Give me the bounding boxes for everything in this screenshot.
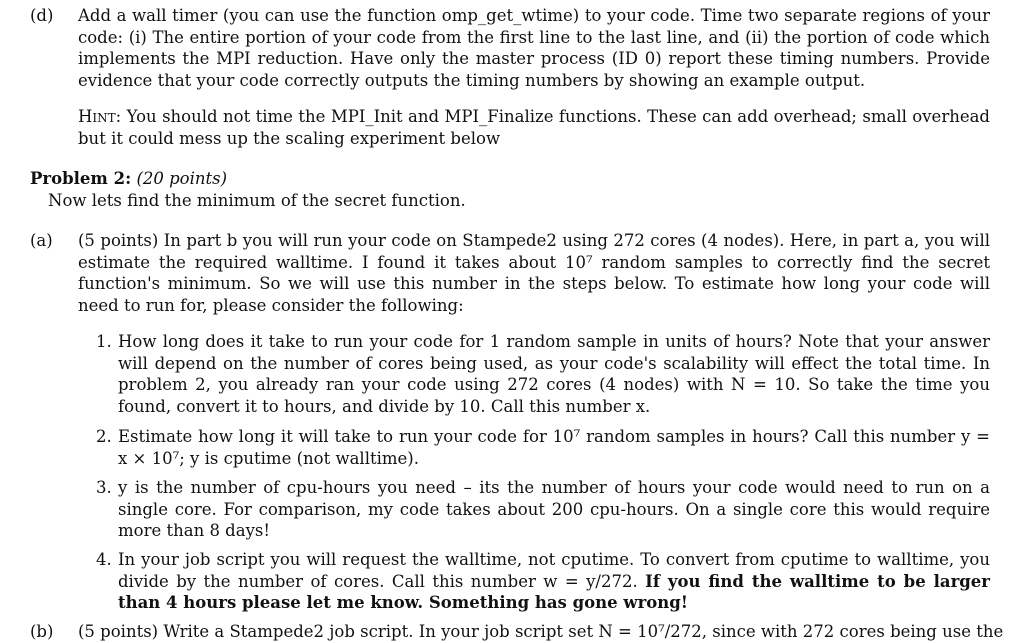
- part-b-text: (5 points) Write a Stampede2 job script. In your job script set N = 10⁷/272, since with 272 cores being use the: [78, 622, 1004, 641]
- part-d-text: Add a wall timer (you can use the function omp_get_wtime) to your code. Time two separate regions of your code: (i) The entire portion of your code from the first line to the last line, and (ii) the portion of code which implements the MPI reduction. Have only the master process (ID 0) report these timing numbers. Provide evidence that your code correctly outputs the timing numbers by showing an example output.: [78, 6, 990, 90]
- step-number: 3.: [96, 478, 112, 497]
- step-number: 4.: [96, 550, 112, 569]
- step-4-text: In your job script you will request the walltime, not cputime. To convert from cputime to walltime, you divide by the number of cores. Call this number w = y/272.: [118, 550, 990, 591]
- step-number: 2.: [96, 427, 112, 446]
- step-text: Estimate how long it will take to run your code for 10⁷ random samples in hours? Call this number y = x × 10⁷; y is cputime (not walltime).: [118, 427, 990, 468]
- hint-label: Hint:: [78, 107, 122, 126]
- part-d-label: (d): [30, 6, 54, 25]
- part-b-label: (b): [30, 622, 54, 641]
- step-text: [118, 549, 990, 614]
- problem-2-title: Problem 2:: [30, 169, 132, 188]
- problem-2-description: Now lets find the minimum of the secret function.: [48, 191, 466, 210]
- step-4-warning: If you find the walltime to be larger than 4 hours please let me know. Something has gone wrong!: [118, 571, 991, 613]
- step-text: How long does it take to run your code for 1 random sample in units of hours? Note that your answer will depend on the number of cores being used, as your code's scalability will effect the total time. In problem 2, you already ran your code using 272 cores (4 nodes) with N = 10. So take the time you found, convert it to hours, and divide by 10. Call this number x.: [118, 332, 990, 416]
- hint-paragraph: [78, 106, 990, 149]
- part-a-label: (a): [30, 231, 53, 250]
- problem-2-points: (20 points): [136, 169, 228, 188]
- step-text: y is the number of cpu-hours you need – its the number of hours your code would need to run on a single core. For comparison, my code takes about 200 cpu-hours. On a single core this would require more than 8 days!: [118, 478, 990, 541]
- step-number: 1.: [96, 332, 112, 351]
- hint-text: You should not time the MPI_Init and MPI_Finalize functions. These can add overhead; small overhead but it could mess up the scaling experiment below: [78, 107, 990, 148]
- part-a-text: (5 points) In part b you will run your code on Stampede2 using 272 cores (4 nodes). Here, in part a, you will estimate the required walltime. I found it takes about 10⁷ random samples to correctly find the secret function's minimum. So we will use this number in the steps below. To estimate how long your code will need to run for, please consider the following:: [78, 231, 990, 315]
- problem-2-heading: [30, 168, 990, 190]
